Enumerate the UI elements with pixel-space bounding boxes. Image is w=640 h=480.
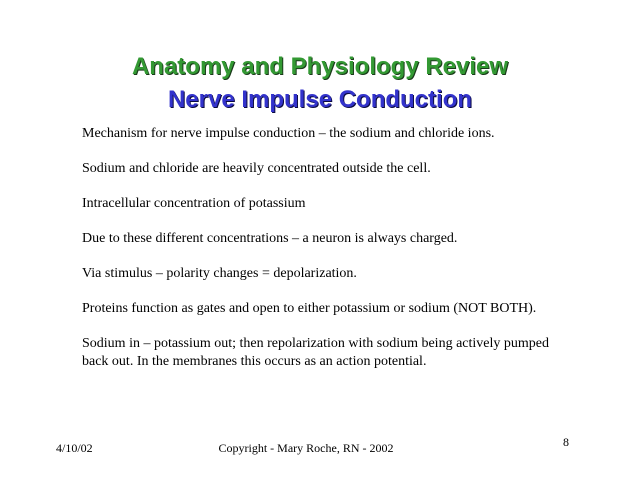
- bullet-item: Due to these different concentrations – a neuron is always charged.: [82, 231, 458, 246]
- bullet-item: Mechanism for nerve impulse conduction – the sodium and chloride ions.: [82, 126, 495, 141]
- bullet-item: Sodium in – potassium out; then repolarization with sodium being actively pumped back out. In the membranes this occurs as an action potential.: [82, 336, 549, 369]
- bullet-item: Proteins function as gates and open to either potassium or sodium (NOT BOTH).: [82, 301, 537, 316]
- footer-date: 4/10/02: [56, 441, 93, 455]
- footer-copyright: Copyright - Mary Roche, RN - 2002: [218, 441, 394, 455]
- slide-subtitle: Nerve Impulse Conduction: [167, 86, 473, 113]
- bullet-item: Intracellular concentration of potassium: [82, 196, 306, 211]
- bullet-item: Sodium and chloride are heavily concentrated outside the cell.: [82, 161, 431, 176]
- bullet-list: [82, 125, 562, 388]
- bullet-item: Via stimulus – polarity changes = depolarization.: [82, 266, 357, 281]
- slide-title: Anatomy and Physiology Review: [131, 53, 509, 80]
- page-number: 8: [563, 435, 569, 449]
